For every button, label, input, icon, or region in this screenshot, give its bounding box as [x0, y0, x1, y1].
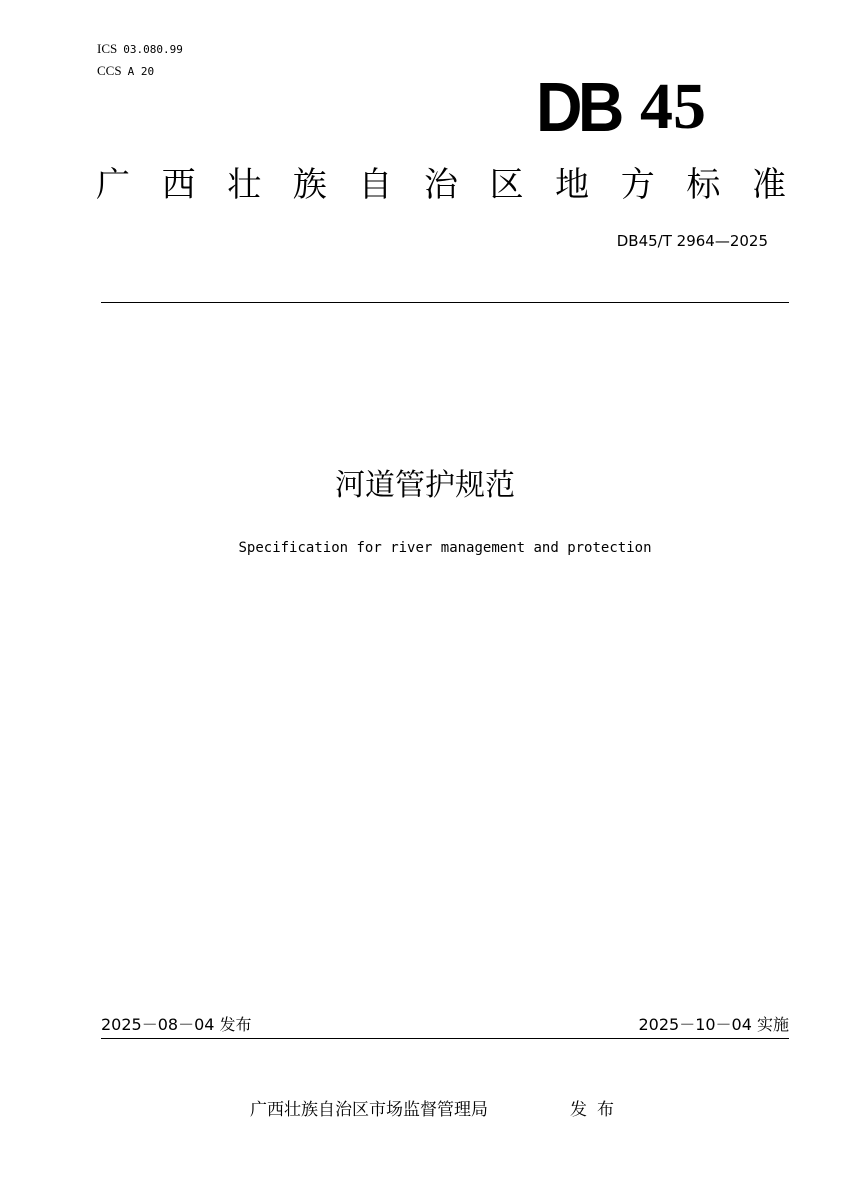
- standard-type-char: 标: [686, 165, 721, 205]
- standard-type-char: 治: [423, 165, 458, 205]
- db45-logo: [536, 68, 736, 146]
- ics-value: 03.080.99: [123, 43, 183, 56]
- implementation-date: 2025－10－04 实施: [638, 1015, 789, 1034]
- standard-type-char: 壮: [227, 165, 262, 205]
- document-subtitle-english: Specification for river management and protection: [238, 540, 652, 556]
- ccs-value: A 20: [127, 65, 155, 78]
- ccs-label: CCS: [97, 63, 122, 78]
- logo-letters: DB: [536, 68, 620, 146]
- standard-type-char: 广: [96, 165, 130, 205]
- bottom-divider: [101, 1038, 789, 1039]
- standard-type-char: 准: [751, 165, 786, 205]
- standard-type-char: 自: [358, 165, 393, 205]
- ics-code: [97, 41, 183, 58]
- logo-number: 45: [640, 70, 706, 143]
- document-title: 河道管护规范: [335, 468, 515, 503]
- issue-date: 2025－08－04 发布: [101, 1015, 252, 1034]
- ics-label: ICS: [97, 41, 118, 56]
- ccs-code: [97, 63, 154, 80]
- top-divider: [101, 302, 789, 303]
- standard-type-heading: [96, 160, 786, 210]
- standard-type-char: 族: [292, 165, 327, 205]
- standard-type-char: 地: [555, 165, 590, 205]
- standard-type-char: 西: [161, 165, 196, 205]
- standard-number: DB45/T 2964—2025: [616, 232, 768, 250]
- publish-label: 发布: [570, 1100, 624, 1120]
- publisher-name: 广西壮族自治区市场监督管理局: [250, 1100, 488, 1120]
- standard-type-char: 方: [620, 165, 655, 205]
- standard-type-char: 区: [489, 165, 524, 205]
